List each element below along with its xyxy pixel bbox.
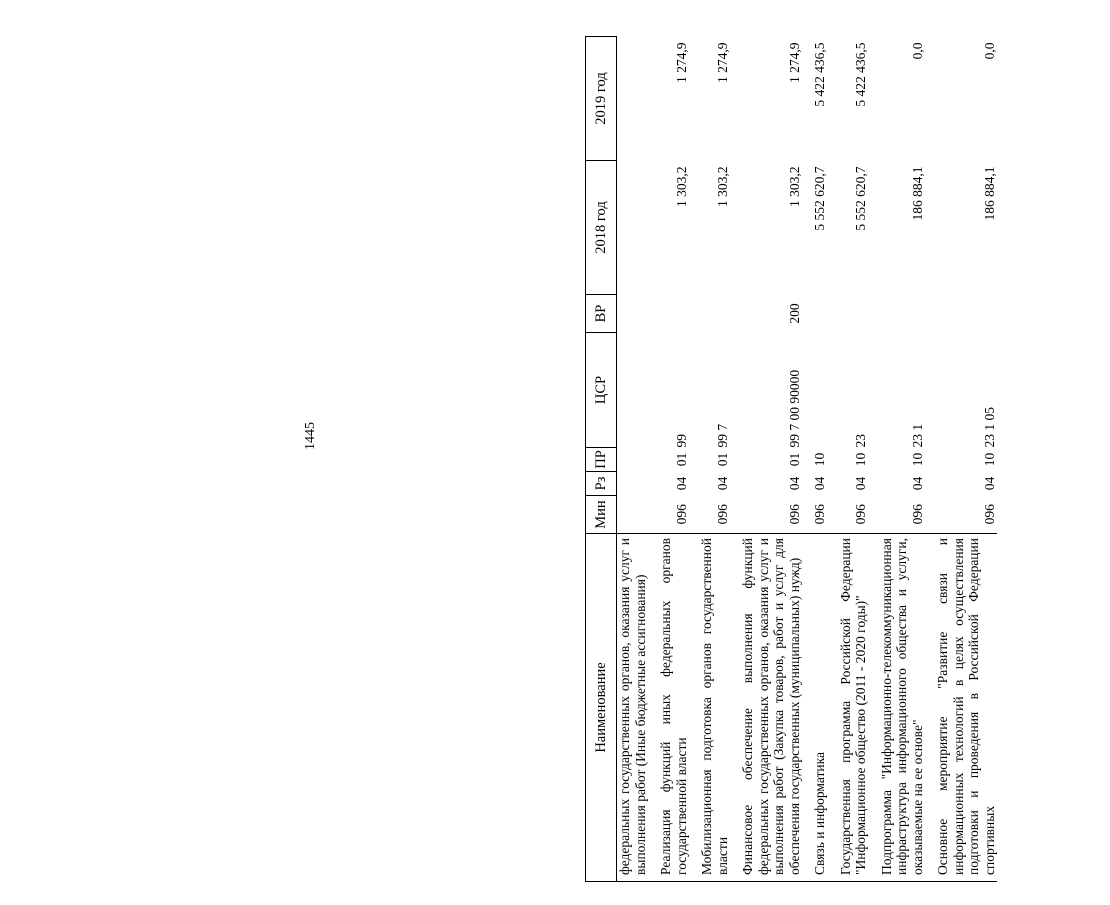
row-2018 — [617, 161, 649, 295]
row-vr — [812, 295, 828, 333]
row-min: 096 — [714, 504, 730, 525]
row-rz: 04 — [853, 476, 868, 491]
row-2018: 5 552 620,7 — [812, 166, 827, 231]
row-min: 096 — [909, 504, 925, 525]
header-csr: ЦСР — [586, 333, 617, 448]
row-rz: 04 — [981, 476, 997, 491]
row-2018: 5 552 620,7 — [853, 166, 868, 231]
row-2019: 1 274,9 — [673, 42, 689, 83]
row-name: Мобилизационная подготовка органов государственной власти — [699, 534, 730, 882]
header-pr: ПР — [586, 448, 617, 472]
row-name: федеральных государственных органов, оказания услуг и выполнения работ (Иные бюджетные ассигнования) — [617, 534, 649, 882]
row-name: Связь и информатика — [812, 534, 828, 882]
row-2018: 1 303,2 — [714, 166, 730, 207]
row-vr: 200 — [786, 303, 802, 324]
row-rz: 04 — [909, 476, 925, 491]
row-2018: 186 884,1 — [909, 166, 925, 221]
row-vr — [935, 295, 997, 333]
row-csr — [617, 333, 649, 448]
header-2019: 2019 год — [586, 37, 617, 161]
row-pr: 10 — [853, 452, 868, 467]
row-vr — [658, 295, 689, 333]
row-min: 096 — [853, 504, 868, 525]
row-csr: 99 7 — [714, 423, 730, 448]
row-2019 — [617, 37, 649, 161]
row-pr: 10 — [909, 452, 925, 467]
header-2018: 2018 год — [586, 161, 617, 295]
budget-table-container — [585, 37, 1110, 882]
row-name: Основное мероприятие "Развитие связи и информационных технологий в целях осуществления подготовки и проведения в Российской Федерации спортивных — [935, 534, 997, 882]
row-2018: 186 884,1 — [981, 166, 997, 221]
table-row — [838, 37, 869, 882]
row-name: Реализация функций иных федеральных органов государственной власти — [658, 534, 689, 882]
page-number: 1445 — [303, 422, 318, 450]
table-row — [812, 37, 828, 882]
row-min: 096 — [786, 504, 802, 525]
budget-table — [585, 36, 997, 882]
row-csr: 23 1 05 — [981, 407, 997, 448]
row-pr: 01 — [786, 452, 802, 467]
row-name: Подпрограмма "Информационно-телекоммуникационная инфраструктура информационного общества и услуги, оказываемые на ее основе" — [879, 534, 926, 882]
header-rz: Рз — [586, 472, 617, 496]
table-row — [699, 37, 730, 882]
row-vr — [838, 295, 869, 333]
header-min: Мин — [586, 496, 617, 534]
row-rz: 04 — [812, 476, 827, 491]
row-pr — [617, 448, 649, 472]
row-2019: 1 274,9 — [786, 42, 802, 83]
row-vr — [617, 295, 649, 333]
row-csr: 99 7 00 90000 — [786, 369, 802, 448]
table-header-row — [586, 37, 617, 882]
row-rz: 04 — [673, 476, 689, 491]
table-row — [740, 37, 802, 882]
header-vr: ВР — [586, 295, 617, 333]
table-row — [617, 37, 649, 882]
row-vr — [699, 295, 730, 333]
row-rz: 04 — [714, 476, 730, 491]
row-pr: 10 — [981, 452, 997, 467]
row-pr: 01 — [714, 452, 730, 467]
row-vr — [879, 295, 926, 333]
table-row — [658, 37, 689, 882]
row-2019: 1 274,9 — [714, 42, 730, 83]
row-csr: 23 — [853, 434, 868, 448]
row-min: 096 — [812, 504, 827, 525]
row-2019: 0,0 — [981, 42, 997, 60]
row-name: Финансовое обеспечение выполнения функций федеральных государственных органов, оказания услуг и выполнения работ (Закупка товаров, работ и услуг для обеспечения государственных (муниципальных) нужд) — [740, 534, 802, 882]
row-2019: 5 422 436,5 — [812, 42, 827, 107]
row-csr: 99 — [673, 434, 689, 448]
row-csr: 23 1 — [909, 423, 925, 448]
row-csr — [812, 333, 828, 448]
row-min: 096 — [981, 504, 997, 525]
row-min: 096 — [673, 504, 689, 525]
row-pr: 10 — [812, 452, 827, 467]
table-row — [879, 37, 926, 882]
row-2019: 5 422 436,5 — [853, 42, 868, 107]
row-2018: 1 303,2 — [786, 166, 802, 207]
row-2018: 1 303,2 — [673, 166, 689, 207]
row-2019: 0,0 — [909, 42, 925, 60]
row-min — [617, 496, 649, 534]
row-name: Государственная программа Российской Федерации "Информационное общество (2011 - 2020 годы)" — [838, 534, 869, 882]
row-rz — [617, 472, 649, 496]
table-row — [935, 37, 997, 882]
header-name: Наименование — [586, 534, 617, 882]
row-pr: 01 — [673, 452, 689, 467]
row-rz: 04 — [786, 476, 802, 491]
